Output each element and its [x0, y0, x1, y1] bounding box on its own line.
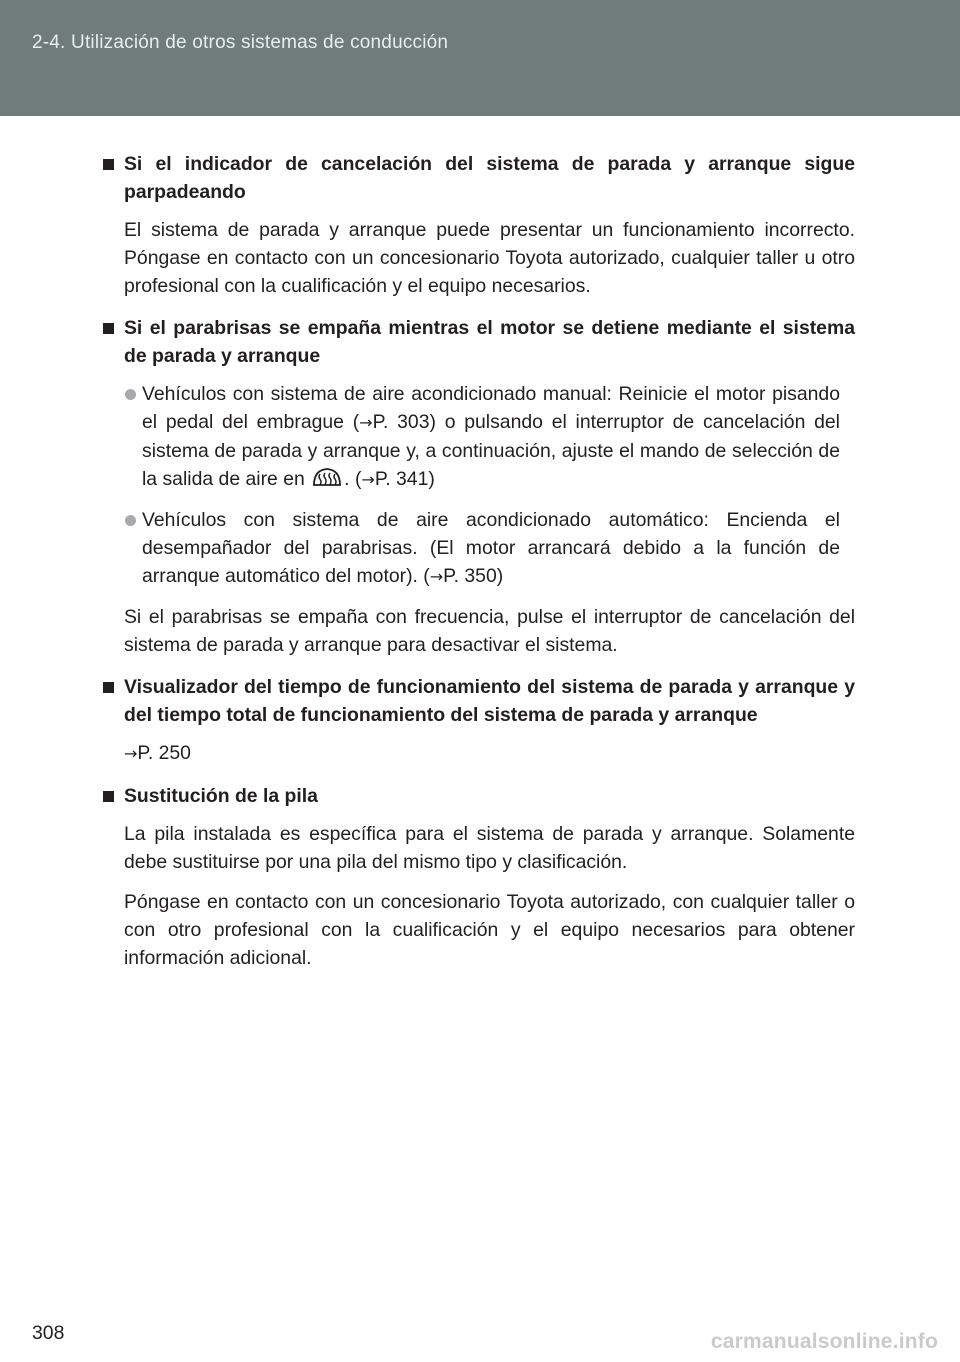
header-band	[0, 0, 960, 116]
section-operating-time-display	[103, 673, 855, 768]
square-bullet-icon	[103, 159, 114, 170]
round-bullet-icon	[125, 515, 136, 526]
windshield-defroster-icon	[310, 465, 344, 489]
section-heading	[103, 314, 855, 370]
section-heading-text: Si el parabrisas se empaña mientras el motor se detiene mediante el sistema de parada y arranque	[124, 317, 855, 367]
section-heading-text: Sustitución de la pila	[124, 785, 318, 807]
arrow-right-icon: →	[429, 567, 444, 586]
square-bullet-icon	[103, 791, 114, 802]
section-heading-text: Si el indicador de cancelación del sistema de parada y arranque sigue parpadeando	[124, 153, 855, 203]
round-bullet-icon	[125, 389, 136, 400]
arrow-right-icon: →	[361, 470, 375, 489]
list-item-automatic-ac: Vehículos con sistema de aire acondicionado automático: Encienda el desempañador del parabrisas. (El motor arrancará debido a la función de arranque automático del motor). (→P. 350)	[124, 506, 840, 591]
section-heading-text: Visualizador del tiempo de funcionamiento del sistema de parada y arranque y del tiempo total de funcionamiento del sistema de parada y arranque	[124, 676, 855, 726]
page-reference-link[interactable]: P. 250	[137, 742, 191, 764]
section-heading	[103, 782, 855, 810]
page-content	[103, 150, 855, 986]
list-item-manual-ac: Vehículos con sistema de aire acondicionado manual: Reinicie el motor pisando el pedal del embrague (→P. 303) o pulsando el interruptor de cancelación del sistema de parada y arranque y, a continuación, ajuste el mando de selección de la salida de aire en . (→P. 341)	[124, 380, 840, 494]
page-reference-link[interactable]: P. 303	[372, 411, 430, 433]
section-windshield-fog	[103, 314, 855, 659]
section-battery-replacement	[103, 782, 855, 972]
square-bullet-icon	[103, 682, 114, 693]
page-reference-link[interactable]: P. 341	[374, 468, 429, 490]
section-body: La pila instalada es específica para el sistema de parada y arranque. Solamente debe sustituirse por una pila del mismo tipo y clasificación.	[124, 823, 855, 873]
arrow-right-icon: →	[359, 413, 373, 432]
square-bullet-icon	[103, 323, 114, 334]
section-heading	[103, 150, 855, 206]
page-number: 308	[32, 1322, 65, 1344]
watermark: carmanualsonline.info	[710, 1330, 938, 1353]
arrow-right-icon: →	[124, 744, 138, 763]
page-reference-link[interactable]: P. 350	[443, 565, 497, 587]
section-body: El sistema de parada y arranque puede presentar un funcionamiento incorrecto. Póngase en contacto con un concesionario Toyota autorizado, cualquier taller u otro profesional con la cualificación y el equipo necesarios.	[124, 219, 855, 297]
section-body: Si el parabrisas se empaña con frecuencia, pulse el interruptor de cancelación del sistema de parada y arranque para desactivar el sistema.	[124, 606, 855, 656]
section-indicator-flashing	[103, 150, 855, 300]
page-header-title: 2-4. Utilización de otros sistemas de conducción	[32, 32, 449, 53]
section-body: Póngase en contacto con un concesionario Toyota autorizado, con cualquier taller o con otro profesional con la cualificación y el equipo necesarios para obtener información adicional.	[124, 891, 855, 969]
section-heading	[103, 673, 855, 729]
section-reference	[103, 739, 855, 768]
